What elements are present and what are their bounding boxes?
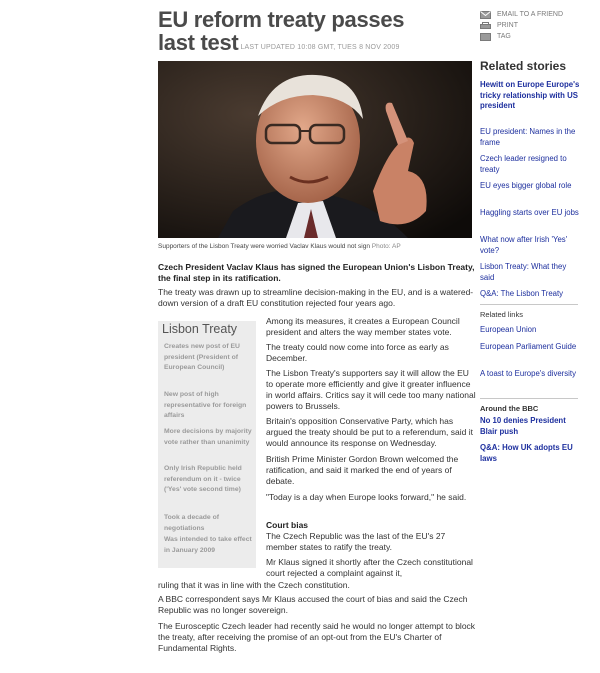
email-to-friend-link[interactable] xyxy=(480,9,595,20)
envelope-icon xyxy=(480,11,491,19)
article-paragraph: British Prime Minister Gordon Brown welcomed the ratification, and said it marked the end of years of debate. xyxy=(266,454,459,486)
article-photo xyxy=(158,61,472,238)
article-tools xyxy=(480,9,595,42)
related-link[interactable]: European Parliament Guide xyxy=(480,342,577,351)
related-story-link[interactable]: Czech leader resigned to treaty xyxy=(480,154,567,174)
factbox xyxy=(158,321,256,568)
factbox-item: Creates new post of EU president (President of European Council) xyxy=(164,343,240,371)
email-to-friend-label: EMAIL TO A FRIEND xyxy=(497,11,564,18)
article-paragraph: The treaty could now come into force as early as December. xyxy=(266,342,449,363)
last-updated: LAST UPDATED 10:08 GMT, TUES 8 NOV 2009 xyxy=(240,44,400,51)
tag-label: TAG xyxy=(497,33,511,40)
related-story-link[interactable]: Haggling starts over EU jobs xyxy=(480,208,579,217)
article-paragraph: ruling that it was in line with the Czech constitution. xyxy=(158,580,350,590)
article-paragraph: Among its measures, it creates a European Council president and alters the way member states vote. xyxy=(266,316,460,337)
article-lead: Czech President Vaclav Klaus has signed the European Union's Lisbon Treaty, the final step in its ratification. xyxy=(158,262,475,283)
around-bbc-title: Around the BBC xyxy=(480,404,539,413)
print-link[interactable] xyxy=(480,20,595,31)
divider xyxy=(480,304,578,305)
related-stories-title: Related stories xyxy=(480,59,567,73)
divider xyxy=(480,398,578,399)
article-paragraph: The Eurosceptic Czech leader had recently said he would no longer attempt to block the treaty, after receiving the promise of an opt-out from the EU's Charter of Fundamental Rights. xyxy=(158,621,476,653)
related-story-link[interactable]: EU eyes bigger global role xyxy=(480,181,572,190)
subheading: Court bias xyxy=(266,520,309,530)
around-bbc-link[interactable]: Q&A: How UK adopts EU laws xyxy=(480,443,573,463)
around-bbc-link[interactable]: No 10 denies President Blair push xyxy=(480,416,566,436)
related-story-link[interactable]: Hewitt on Europe Europe's tricky relationship with US president xyxy=(480,80,580,110)
article-paragraph: A BBC correspondent says Mr Klaus accused the court of bias and said the Czech Republic was no longer sovereign. xyxy=(158,594,468,615)
related-links-title: Related links xyxy=(480,310,523,319)
related-story-link[interactable]: EU president: Names in the frame xyxy=(480,127,576,147)
article-paragraph: Mr Klaus signed it shortly after the Czech constitutional court rejected a complaint against it, xyxy=(266,557,473,578)
tag-icon xyxy=(480,33,491,41)
tag-link[interactable] xyxy=(480,31,595,42)
article-paragraph: Britain's opposition Conservative Party, which has argued the treaty should be put to a referendum, said it would announce its response on Wednesday. xyxy=(266,416,473,448)
factbox-item: Was intended to take effect in January 2009 xyxy=(164,536,252,554)
factbox-title: Lisbon Treaty xyxy=(162,322,238,336)
related-link[interactable]: European Union xyxy=(480,325,537,334)
related-story-link[interactable]: Lisbon Treaty: What they said xyxy=(480,262,567,282)
related-story-link[interactable]: What now after Irish 'Yes' vote? xyxy=(480,235,568,255)
factbox-item: More decisions by majority vote rather than unanimity xyxy=(164,428,252,446)
article-paragraph: The Czech Republic was the last of the EU's 27 member states to ratify the treaty. xyxy=(266,531,446,552)
related-link[interactable]: A toast to Europe's diversity xyxy=(480,369,576,378)
headline-line-1: EU reform treaty passes xyxy=(158,7,405,32)
related-story-link[interactable]: Q&A: The Lisbon Treaty xyxy=(480,289,564,298)
article-paragraph: "Today is a day when Europe looks forward," he said. xyxy=(266,492,467,502)
article-intro: The treaty was drawn up to streamline decision-making in the EU, and is a watered-down version of a draft EU constitution rejected four years ago. xyxy=(158,287,474,308)
factbox-item: Only Irish Republic held referendum on it - twice ('Yes' vote second time) xyxy=(164,465,242,493)
headline xyxy=(158,8,468,59)
article-paragraph: The Lisbon Treaty's supporters say it will allow the EU to operate more efficiently and give it greater influence in world affairs. Critics say it will cede too many national powers to Brussels. xyxy=(266,368,476,411)
headline-line-2: last test xyxy=(158,30,239,55)
printer-icon xyxy=(480,22,491,30)
photo-credit: Photo: AP xyxy=(371,243,401,250)
factbox-item: Took a decade of negotiations xyxy=(164,514,220,532)
factbox-item: New post of high representative for foreign affairs xyxy=(164,391,247,419)
photo-caption: Supporters of the Lisbon Treaty were worried Vaclav Klaus would not sign Photo: AP xyxy=(158,243,401,250)
print-label: PRINT xyxy=(497,22,518,29)
